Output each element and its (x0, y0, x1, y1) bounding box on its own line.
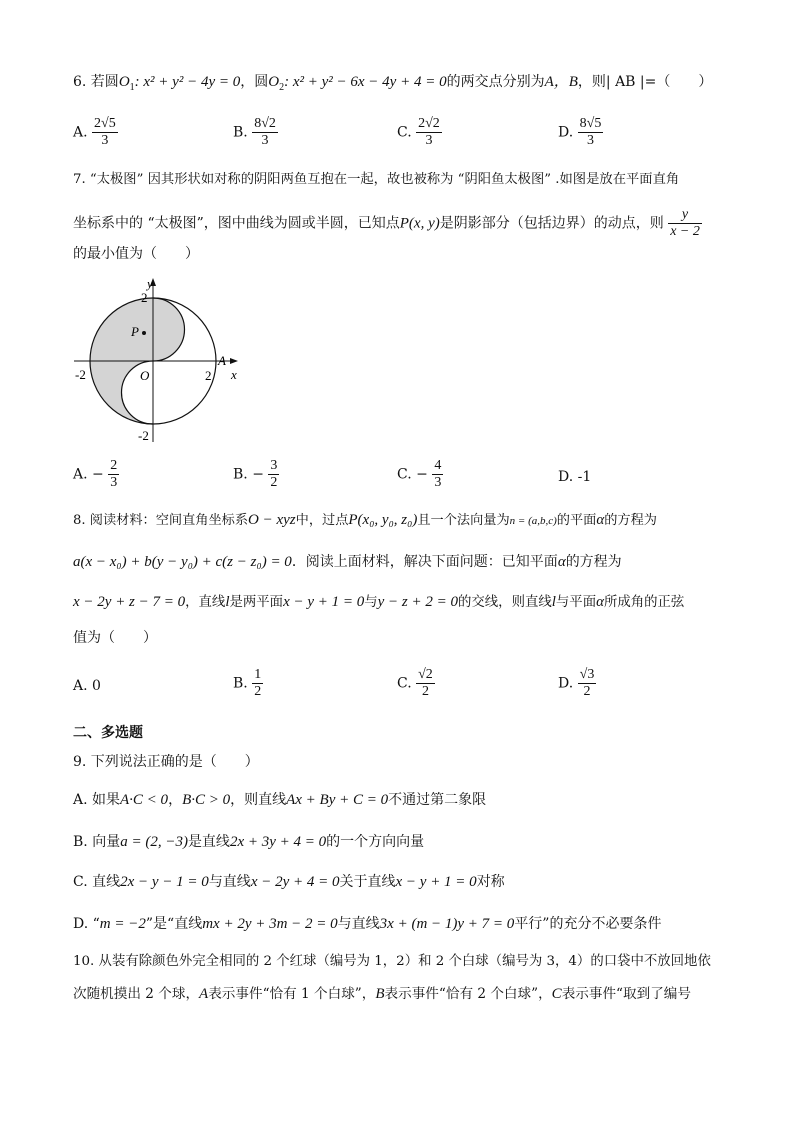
point-a-label: A (218, 353, 226, 368)
q7-option-c[interactable]: C. − $\frac{4}{3}$ (397, 458, 442, 490)
section-heading-multiple-choice: 二、多选题 (73, 725, 143, 741)
q7-option-d[interactable]: D. -1 (558, 469, 592, 485)
point-p-label: P (131, 324, 139, 339)
q8-option-c[interactable]: C. $\frac{√2}{2}$ (397, 667, 433, 699)
q8-line2: a(x − x₀) + b(y − y₀) + c(z − z₀) = 0．阅读上面材料，解决下面问题：已知平面α的方程为 (73, 554, 622, 570)
q8-option-b[interactable]: B. $\frac{1}{2}$ (233, 667, 262, 699)
q9-option-d[interactable]: D. “m = −2”是“直线mx + 2y + 3m − 2 = 0与直线3x + (m − 1)y + 7 = 0平行”的充分不必要条件 (73, 916, 662, 932)
x-axis-arrow (230, 358, 238, 364)
q7-line1: 7. “太极图” 因其形状如对称的阴阳两鱼互抱在一起，故也被称为 “阴阳鱼太极图” .如图是放在平面直角 (73, 172, 680, 187)
q7-line2: 坐标系中的 “太极图”，图中曲线为圆或半圆，已知点P(x, y)是阴影部分（包括边界）的动点，则 $\frac{y}{x - 2}$ (73, 207, 700, 239)
q9-option-c[interactable]: C. 直线2x − y − 1 = 0与直线x − 2y + 4 = 0关于直线x − y + 1 = 0对称 (73, 874, 505, 890)
q6-option-c[interactable]: C. $\frac{2√2}{3}$ (397, 116, 440, 148)
origin-label: O (140, 368, 150, 383)
y-axis-label: y (147, 276, 153, 291)
q8-line3: x − 2y + z − 7 = 0，直线l是两平面x − y + 1 = 0与y − z + 2 = 0的交线，则直线l与平面α所成角的正弦 (73, 594, 685, 610)
q7-option-b[interactable]: B. − $\frac{3}{2}$ (233, 458, 278, 490)
q9-option-a[interactable]: A. 如果A·C < 0，B·C > 0，则直线Ax + By + C = 0不通过第二象限 (73, 792, 487, 808)
q8-line1: 8. 阅读材料：空间直角坐标系O − xyz中，过点P(x₀, y₀, z₀)且一个法向量为n = (a,b,c)的平面α的方程为 (73, 512, 657, 528)
q8-option-d[interactable]: D. $\frac{√3}{2}$ (558, 667, 595, 699)
q8-line4: 值为（ ） (73, 630, 157, 646)
q7-line3: 的最小值为（ ） (73, 246, 199, 262)
tick-right: 2 (205, 368, 212, 383)
tick-left: -2 (75, 367, 86, 382)
q6-stem: 6. 若圆$O_1$: x² + y² − 4y = 0，圆$O_2$: x² + y² − 6x − 4y + 4 = 0的两交点分别为A，B，则| AB |=（ ） (73, 74, 713, 93)
q6-option-d[interactable]: D. $\frac{8√5}{3}$ (558, 116, 602, 148)
tick-top: 2 (141, 290, 148, 305)
x-axis-label: x (231, 367, 237, 382)
q8-option-a[interactable]: A. 0 (73, 678, 101, 694)
q9-option-b[interactable]: B. 向量a = (2, −3)是直线2x + 3y + 4 = 0的一个方向向量 (73, 834, 425, 850)
q10-line1: 10. 从装有除颜色外完全相同的 2 个红球（编号为 1，2）和 2 个白球（编号为 3，4）的口袋中不放回地依 (73, 954, 711, 969)
q9-stem: 9. 下列说法正确的是（ ） (73, 754, 259, 770)
q6-option-b[interactable]: B. $\frac{8√2}{3}$ (233, 116, 276, 148)
q7-option-a[interactable]: A. − $\frac{2}{3}$ (73, 458, 118, 490)
q10-line2: 次随机摸出 2 个球，A表示事件“恰有 1 个白球”，B表示事件“恰有 2 个白球”，C表示事件“取到了编号 (73, 986, 691, 1002)
taiji-figure (68, 272, 248, 452)
q6-option-a[interactable]: A. $\frac{2√5}{3}$ (73, 116, 116, 148)
point-p-dot (142, 331, 146, 335)
tick-bottom: -2 (138, 428, 149, 443)
